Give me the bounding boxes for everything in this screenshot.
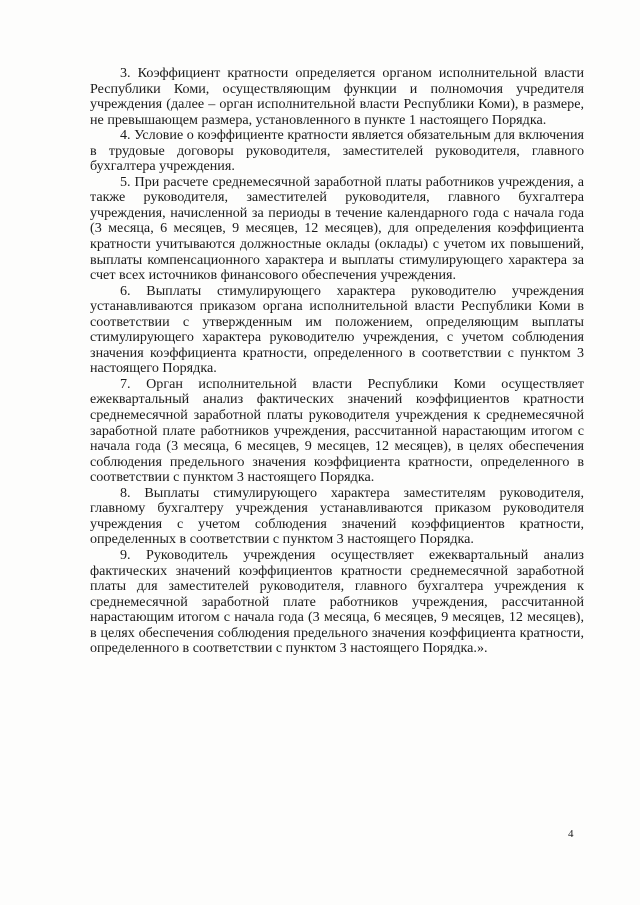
paragraph-8: 8. Выплаты стимулирующего характера заместителям руководителя, главному бухгалтеру учреждения устанавливаются приказом руководителя учреждения с учетом соблюдения значений коэффициентов кратности, определенных в соответствии с пунктом 3 настоящего Порядка. — [90, 484, 584, 548]
paragraph-7: 7. Орган исполнительной власти Республики Коми осуществляет ежеквартальный анализ фактических значений коэффициентов кратности среднемесячной заработной платы руководителя учреждения к среднемесячной заработной плате работников учреждения, рассчитанной нарастающим итогом с начала года (3 месяца, 6 месяцев, 9 месяцев, 12 месяцев), в целях обеспечения соблюдения предельного значения коэффициента кратности, определенного в соответствии с пунктом 3 настоящего Порядка. — [90, 375, 584, 486]
page-number: 4 — [568, 828, 574, 840]
paragraph-4: 4. Условие о коэффициенте кратности является обязательным для включения в трудовые договоры руководителя, заместителей руководителя, главного бухгалтера учреждения. — [90, 127, 584, 175]
paragraph-5: 5. При расчете среднемесячной заработной платы работников учреждения, а также руководителя, заместителей руководителя, главного бухгалтера учреждения, начисленной за периоды в течение календарного года с начала года (3 месяца, 6 месяцев, 9 месяцев, 12 месяцев), для определения коэффициента кратности учитываются должностные оклады (оклады) с учетом их повышений, выплаты компенсационного характера и выплаты стимулирующего характера за счет всех источников финансового обеспечения учреждения. — [90, 173, 584, 284]
paragraph-6: 6. Выплаты стимулирующего характера руководителю учреждения устанавливаются приказом органа исполнительной власти Республики Коми в соответствии с утвержденным им положением, определяющим выплаты стимулирующего характера руководителю учреждения, с учетом соблюдения значения коэффициента кратности, определенного в соответствии с пунктом 3 настоящего Порядка. — [90, 282, 584, 377]
paragraph-9: 9. Руководитель учреждения осуществляет ежеквартальный анализ фактических значений коэффициентов кратности среднемесячной заработной платы для заместителей руководителя, главного бухгалтера учреждения к среднемесячной заработной плате работников учреждения, рассчитанной нарастающим итогом с начала года (3 месяца, 6 месяцев, 9 месяцев, 12 месяцев), в целях обеспечения соблюдения предельного значения коэффициента кратности, определенного в соответствии с пунктом 3 настоящего Порядка.». — [90, 546, 584, 657]
document-body — [90, 66, 584, 657]
paragraph-3: 3. Коэффициент кратности определяется органом исполнительной власти Республики Коми, осуществляющим функции и полномочия учредителя учреждения (далее – орган исполнительной власти Республики Коми), в размере, не превышающем размера, установленного в пункте 1 настоящего Порядка. — [90, 65, 584, 128]
